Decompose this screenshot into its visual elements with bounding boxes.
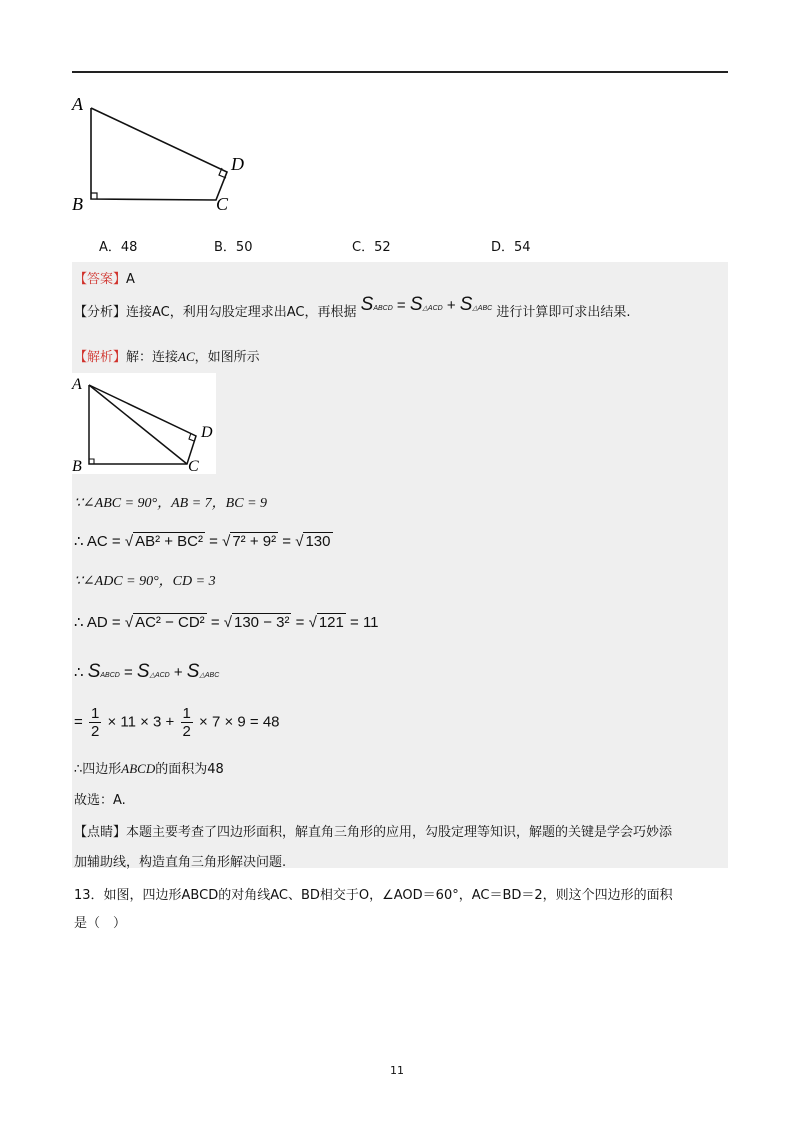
comment-line-2: 加辅助线，构造直角三角形解决问题.	[74, 855, 287, 870]
answer-line	[74, 268, 135, 287]
step-5: ∴ SABCD = S△ACD + S△ABC	[74, 661, 220, 682]
option-d: D．54	[491, 240, 531, 255]
option-c: C．52	[352, 240, 391, 255]
step-7: ∴四边形ABCD的面积为48	[74, 761, 224, 777]
analysis-text-2: 进行计算即可求出结果.	[496, 305, 631, 320]
label-a: A	[72, 94, 83, 114]
step-3: ∵∠ADC = 90°，CD = 3	[74, 574, 216, 589]
fig2-label-a: A	[72, 376, 82, 393]
label-c: C	[216, 194, 229, 214]
fig2-label-b: B	[72, 458, 82, 475]
question-13-line-1: 13．如图，四边形ABCD的对角线AC、BD相交于O，∠AOD＝60°，AC＝BD＝2，则这个四边形的面积	[74, 888, 673, 903]
option-b: B．50	[214, 240, 253, 255]
answer-value: A	[126, 272, 135, 287]
header-rule	[72, 71, 728, 73]
page-number: 11	[390, 1064, 404, 1077]
step-6: = $\frac{1}{2}$ × 11 × 3 + $\frac{1}{2}$ × 7 × 9 = 48	[74, 705, 280, 740]
analysis-tag: 【分析】	[74, 305, 127, 320]
question-13-line-2: 是（ ）	[74, 916, 127, 931]
answer-tag: 【答案】	[74, 272, 127, 287]
label-d: D	[231, 154, 244, 174]
fraction-half-2: $\frac{1}{2}$	[182, 705, 191, 740]
solution-tag: 【解析】	[74, 350, 127, 365]
step-2: ∴ AC = √ AB² + BC² = √ 7² + 9² = √ 130	[74, 533, 331, 550]
step-4: ∴ AD = √ AC² − CD² = √ 130 − 3² = √ 121 = 11	[74, 614, 379, 631]
step-8: 故选：A.	[74, 793, 126, 808]
solution-line: 【解析】解：连接AC，如图所示	[74, 349, 260, 365]
area-formula: SABCD = S△ACD + S△ABC	[360, 294, 493, 315]
analysis-line	[74, 294, 631, 322]
label-b: B	[72, 194, 83, 214]
fraction-half-1: $\frac{1}{2}$	[90, 705, 100, 740]
analysis-text-1: 连接AC，利用勾股定理求出AC，再根据	[126, 305, 357, 320]
comment-tag: 【点睛】	[74, 825, 127, 840]
quadrilateral-figure-1	[70, 92, 260, 217]
fig2-label-c: C	[188, 458, 199, 475]
comment-line-1: 【点睛】本题主要考查了四边形面积，解直角三角形的应用，勾股定理等知识，解题的关键是学会巧妙添	[74, 825, 673, 840]
fig2-label-d: D	[201, 424, 213, 441]
step-1: ∵∠ABC = 90°，AB = 7，BC = 9	[74, 496, 268, 511]
quadrilateral-figure-2	[70, 373, 230, 475]
option-a: A．48	[99, 240, 138, 255]
